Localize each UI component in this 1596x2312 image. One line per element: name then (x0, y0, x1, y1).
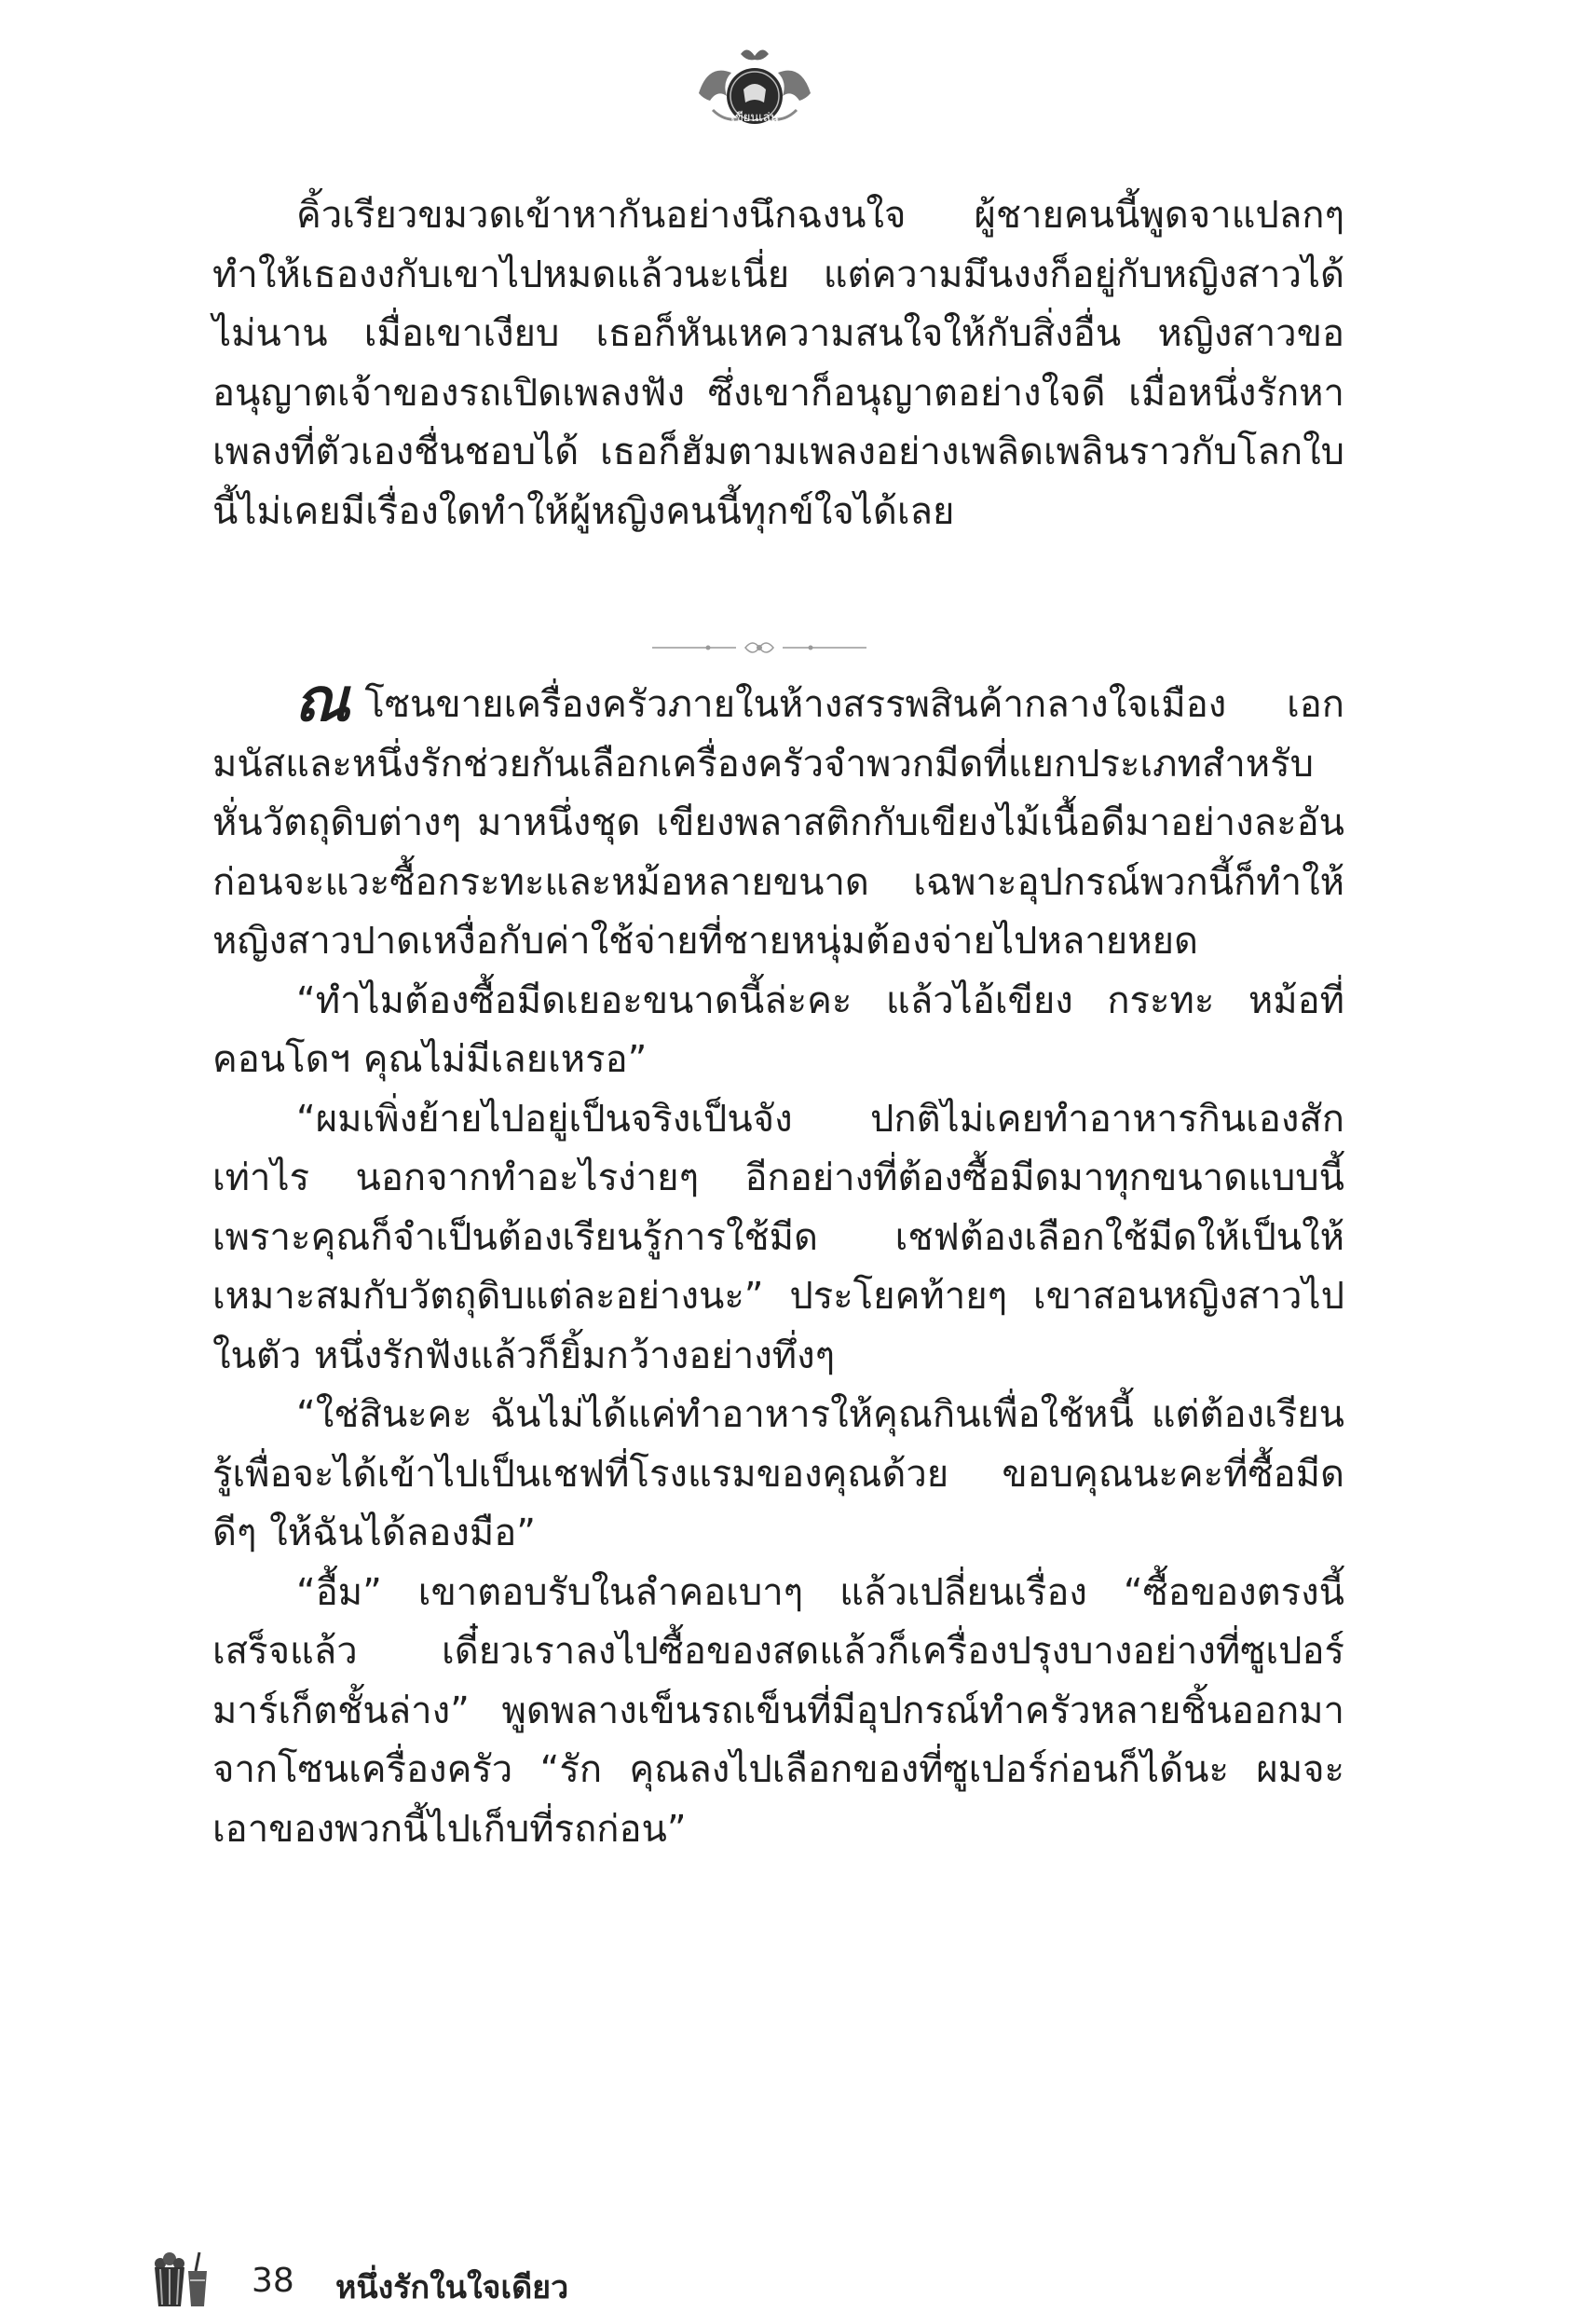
paragraph: “ใช่สินะคะ ฉันไม่ได้แค่ทำอาหารให้คุณกินเพื่อใช้หนี้ แต่ต้องเรียนรู้เพื่อจะได้เข้าไปเป็นเชฟที่โรงแรมของคุณด้วย ขอบคุณนะคะที่ซื้อมีดดีๆ ให้ฉันได้ลองมือ” (212, 1393, 1344, 1554)
section-1 (212, 186, 1344, 541)
paragraph: “ทำไมต้องซื้อมีดเยอะขนาดนี้ล่ะคะ แล้วไอ้เขียง กระทะ หม้อที่คอนโดฯ คุณไม่มีเลยเหรอ” (212, 978, 1344, 1081)
ornamental-crest-icon (689, 45, 820, 138)
section-2 (212, 666, 1344, 1859)
drop-word: ณ (294, 666, 352, 735)
logo-text: เขียนเล่น (730, 111, 779, 125)
page-number: 38 (252, 2262, 294, 2300)
popcorn-drink-icon (149, 2250, 214, 2308)
opening-paragraph (212, 666, 1344, 972)
book-title: หนึ่งรักในใจเดียว (335, 2269, 569, 2306)
paragraph: คิ้วเรียวขมวดเข้าหากันอย่างนึกฉงนใจ ผู้ชายคนนี้พูดจาแปลกๆ ทำให้เธองงกับเขาไปหมดแล้วนะเนี่ย แต่ความมึนงงก็อยู่กับหญิงสาวได้ไม่นาน เมื่อเขาเงียบ เธอก็หันเหความสนใจให้กับสิ่งอื่น หญิงสาวขออนุญาตเจ้าของรถเปิดเพลงฟัง ซึ่งเขาก็อนุญาตอย่างใจดี เมื่อหนึ่งรักหาเพลงที่ตัวเองชื่นชอบได้ เธอก็ฮัมตามเพลงอย่างเพลิดเพลินราวกับโลกใบนี้ไม่เคยมีเรื่องใดทำให้ผู้หญิงคนนี้ทุกข์ใจได้เลย (212, 194, 1344, 533)
ornamental-divider-icon (652, 634, 866, 662)
paragraph: “ผมเพิ่งย้ายไปอยู่เป็นจริงเป็นจัง ปกติไม่เคยทำอาหารกินเองสักเท่าไร นอกจากทำอะไรง่ายๆ อีกอย่างที่ต้องซื้อมีดมาทุกขนาดแบบนี้เพราะคุณก็จำเป็นต้องเรียนรู้การใช้มีด เชฟต้องเลือกใช้มีดให้เป็นให้เหมาะสมกับวัตถุดิบแต่ละอย่างนะ” ประโยคท้ายๆ เขาสอนหญิงสาวไปในตัว หนึ่งรักฟังแล้วก็ยิ้มกว้างอย่างทึ่งๆ (212, 1097, 1344, 1377)
paragraph: “อื้ม” เขาตอบรับในลำคอเบาๆ แล้วเปลี่ยนเรื่อง “ซื้อของตรงนี้เสร็จแล้ว เดี๋ยวเราลงไปซื้อของสดแล้วก็เครื่องปรุงบางอย่างที่ซูเปอร์มาร์เก็ตชั้นล่าง” พูดพลางเข็นรถเข็นที่มีอุปกรณ์ทำครัวหลายชิ้นออกมาจากโซนเครื่องครัว “รัก คุณลงไปเลือกของที่ซูเปอร์ก่อนก็ได้นะ ผมจะเอาของพวกนี้ไปเก็บที่รถก่อน” (212, 1570, 1344, 1851)
page-footer (149, 2250, 801, 2306)
opening-paragraph-text: โซนขายเครื่องครัวภายในห้างสรรพสินค้ากลางใจเมือง เอกมนัสและหนึ่งรักช่วยกันเลือกเครื่องครัวจำพวกมีดที่แยกประเภทสำหรับหั่นวัตถุดิบต่างๆ มาหนึ่งชุด เขียงพลาสติกกับเขียงไม้เนื้อดีมาอย่างละอัน ก่อนจะแวะซื้อกระทะและหม้อหลายขนาด เฉพาะอุปกรณ์พวกนี้ก็ทำให้หญิงสาวปาดเหงื่อกับค่าใช้จ่ายที่ชายหนุ่มต้องจ่ายไปหลายหยด (212, 683, 1344, 963)
